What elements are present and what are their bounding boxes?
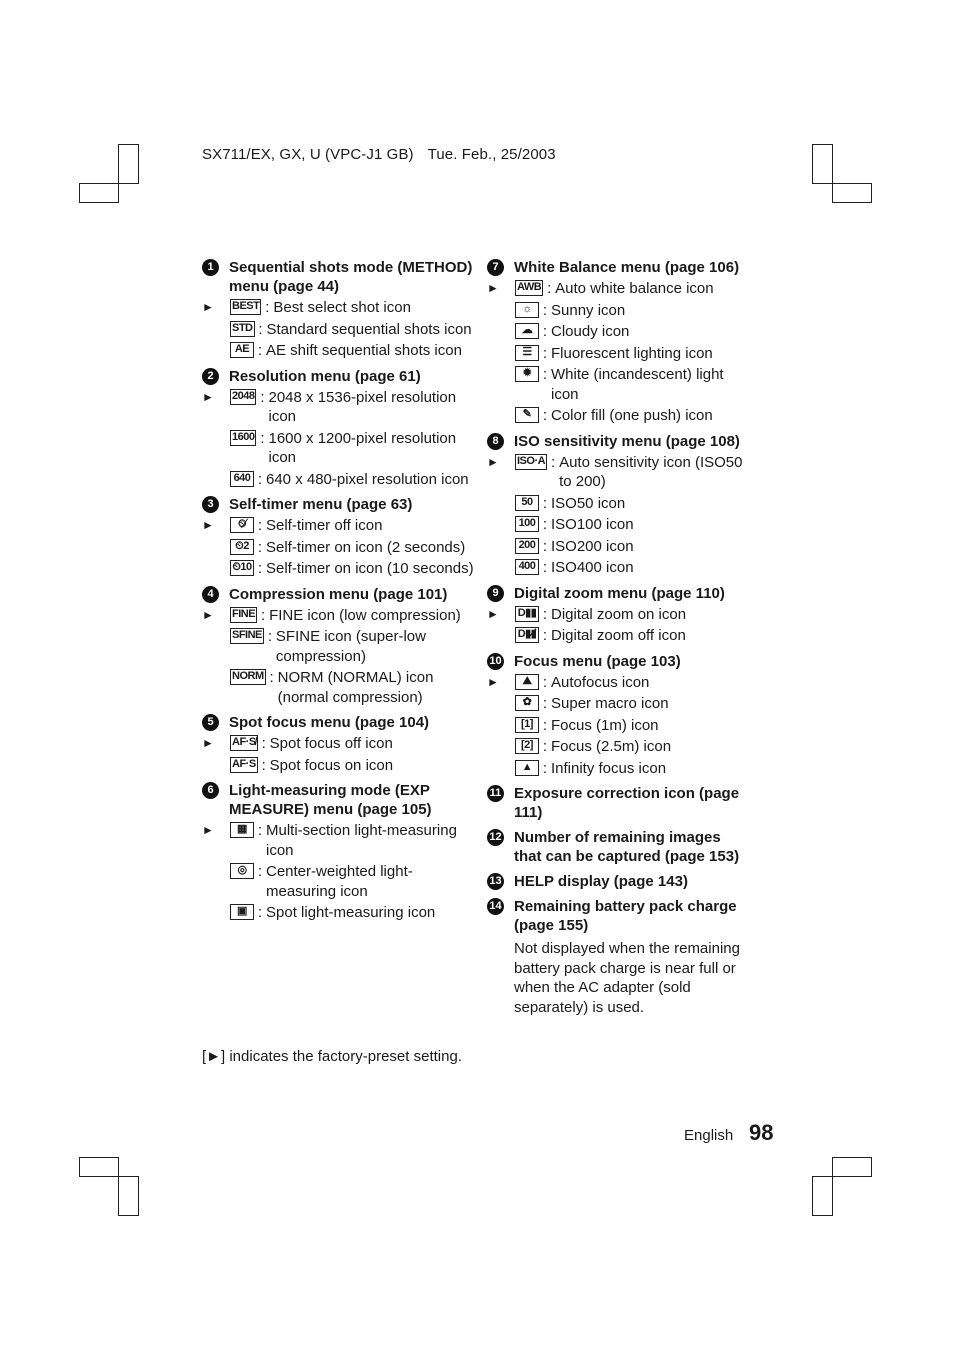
section-number-icon: 1 [202,259,219,276]
crop-mark [812,1176,833,1216]
setting-icon: [2] [515,738,539,754]
setting-icon: ☁ [515,323,539,339]
list-item [487,759,749,779]
list-item [202,756,474,776]
setting-icon: ☼ [515,302,539,318]
preset-arrow-icon [487,716,515,736]
section-number-icon: 13 [487,873,504,890]
item-text: Center-weighted light-measuring icon [266,863,413,900]
setting-icon: 400 [515,559,539,575]
setting-icon: ⏲10 [230,560,254,576]
menu-section [487,826,749,866]
item-text: Spot focus on icon [269,756,394,774]
colon-separator: : [542,537,548,555]
colon-separator: : [261,756,266,774]
colon-separator: : [542,716,548,734]
menu-section [487,782,749,822]
menu-section [487,582,749,646]
item-text: Spot focus off icon [269,735,393,752]
section-number-icon: 3 [202,496,219,513]
setting-icon: ✿ [515,695,539,711]
setting-icon: STD [230,321,255,337]
preset-arrow-icon [487,365,515,404]
section-title-text: Compression menu (page 101) [229,585,448,603]
preset-arrow-icon [487,626,515,646]
section-title [487,650,749,671]
preset-arrow-icon [487,515,515,535]
colon-separator: : [261,735,266,752]
list-item [487,673,749,693]
section-number-icon: 6 [202,782,219,799]
menu-section [202,493,474,579]
item-text: ISO50 icon [551,494,626,512]
colon-separator: : [257,342,263,359]
setting-icon: FINE [230,607,257,623]
preset-arrow-icon [487,558,515,578]
colon-separator: : [542,366,548,383]
section-title [487,895,749,935]
setting-icon: ✹ [515,366,539,382]
section-title [202,711,474,732]
page-header [202,146,556,163]
preset-arrow-icon [487,406,515,426]
item-text: Best select shot icon [273,299,411,316]
setting-icon: ⏲̸ [230,517,254,533]
section-title [487,256,749,277]
setting-icon: ⏲2 [230,539,254,555]
setting-icon: 1600 [230,430,256,446]
colon-separator: : [542,516,548,533]
list-item [202,559,474,579]
setting-icon: D▮▮̸ [515,627,539,643]
section-title [202,365,474,386]
colon-separator: : [542,605,548,623]
section-title [487,826,749,866]
right-column [487,256,749,1021]
item-text: Spot light-measuring icon [266,904,436,921]
list-item [202,734,474,754]
preset-arrow-icon: ► [202,300,214,314]
colon-separator: : [267,628,272,645]
preset-arrow-icon: ► [487,606,499,621]
section-title [487,582,749,603]
list-item [487,365,749,404]
colon-separator: : [269,669,274,686]
item-text: Self-timer on icon (10 seconds) [266,560,474,577]
setting-icon: 640 [230,471,254,487]
section-number-icon: 10 [487,653,504,670]
colon-separator: : [542,407,548,424]
colon-separator: : [542,323,548,340]
setting-icon: ◎ [230,863,254,879]
header-date: Tue. Feb., 25/2003 [427,146,556,163]
colon-separator: : [550,453,556,471]
setting-icon: [1] [515,717,539,733]
colon-separator: : [542,344,548,362]
list-item [487,301,749,321]
header-model: SX711/EX, GX, U (VPC-J1 GB) [202,146,414,163]
preset-arrow-icon [202,320,230,340]
setting-icon: D▮▮ [515,606,539,622]
list-item [487,494,749,514]
setting-icon: AF·S [230,757,258,773]
preset-arrow-icon [202,903,230,923]
section-title-text: Sequential shots mode (METHOD) menu (page 44) [229,259,473,295]
list-item [487,515,749,535]
list-item [487,537,749,557]
colon-separator: : [542,559,548,576]
item-text: 1600 x 1200-pixel resolution icon [268,429,457,466]
section-title-text: Focus menu (page 103) [514,652,681,670]
item-text: Multi-section light-measuring icon [266,822,457,859]
item-text: ISO200 icon [551,537,634,555]
item-text: AE shift sequential shots icon [266,342,462,359]
preset-arrow-icon [487,322,515,342]
crop-mark [118,144,139,184]
section-title-text: Light-measuring mode (EXP MEASURE) menu (page 105) [229,782,432,818]
colon-separator: : [265,299,270,316]
crop-mark [812,144,833,184]
item-text: 640 x 480-pixel resolution icon [266,470,469,488]
item-text: Standard sequential shots icon [266,320,472,338]
colon-separator: : [260,606,266,624]
setting-icon: AF·S̸ [230,735,258,751]
crop-mark [832,183,872,203]
list-item [202,627,474,666]
section-title-text: Resolution menu (page 61) [229,367,421,385]
setting-icon: ▲ [515,760,539,776]
colon-separator: : [258,320,263,338]
preset-arrow-icon [202,862,230,901]
item-text: 2048 x 1536-pixel resolution icon [268,388,457,425]
item-text: Auto white balance icon [555,280,714,297]
colon-separator: : [257,822,263,839]
item-text: ISO100 icon [551,516,634,533]
section-title-text: HELP display (page 143) [514,873,688,890]
section-title-text: ISO sensitivity menu (page 108) [514,432,740,450]
item-text: Sunny icon [551,301,626,319]
list-item [202,470,474,490]
section-title-text: White Balance menu (page 106) [514,259,740,276]
menu-section [202,365,474,490]
preset-arrow-icon: ► [202,736,214,750]
section-title [487,430,749,451]
item-text: Self-timer on icon (2 seconds) [266,538,466,556]
section-number-icon: 5 [202,714,219,731]
item-text: Focus (1m) icon [551,716,659,734]
section-number-icon: 12 [487,829,504,846]
list-item [202,516,474,536]
preset-arrow-icon: ► [202,389,214,404]
preset-arrow-icon [202,559,230,579]
colon-separator: : [257,863,263,880]
section-paragraph: Not displayed when the remaining battery pack charge is near full or when the AC adapter (sold separately) is used. [514,940,740,1016]
list-item [487,344,749,364]
list-item [487,406,749,426]
preset-arrow-icon: ► [202,607,214,622]
list-item [202,298,474,318]
section-number-icon: 7 [487,259,504,276]
section-number-icon: 8 [487,433,504,450]
setting-icon: ▦ [230,822,254,838]
preset-arrow-icon [487,301,515,321]
item-text: Color fill (one push) icon [551,407,713,424]
item-text: FINE icon (low compression) [269,606,461,624]
section-number-icon: 2 [202,368,219,385]
item-text: Super macro icon [551,695,669,712]
menu-section [202,711,474,775]
preset-arrow-icon [487,694,515,714]
colon-separator: : [260,388,265,406]
preset-arrow-icon [202,341,230,361]
setting-icon: 200 [515,538,539,554]
preset-arrow-icon [202,627,230,666]
list-item [487,737,749,757]
colon-separator: : [547,280,552,297]
setting-icon: 100 [515,516,539,532]
section-title [487,870,749,891]
list-item [202,903,474,923]
preset-arrow-icon [202,429,230,468]
setting-icon: 50 [515,495,539,511]
list-item [202,388,474,427]
preset-arrow-icon [487,759,515,779]
menu-section [202,256,474,361]
colon-separator: : [260,429,265,447]
section-number-icon: 9 [487,585,504,602]
list-item [487,694,749,714]
section-title-text: Exposure correction icon (page 111) [514,785,740,821]
section-number-icon: 11 [487,785,504,802]
crop-mark [118,1176,139,1216]
item-text: Cloudy icon [551,323,630,340]
setting-icon: NORM [230,669,266,685]
setting-icon: AWB [515,280,543,296]
crop-mark [79,183,119,203]
preset-arrow-icon [487,737,515,757]
setting-icon: AE [230,342,254,358]
list-item [487,605,749,625]
item-text: SFINE icon (super-low compression) [275,628,426,665]
section-title-text: Self-timer menu (page 63) [229,496,413,513]
list-item [202,320,474,340]
menu-section [202,779,474,923]
section-title [202,779,474,819]
left-column [202,256,474,927]
preset-arrow-icon: ► [202,823,214,837]
section-title-text: Digital zoom menu (page 110) [514,584,725,602]
list-item [487,558,749,578]
setting-icon: ☰ [515,345,539,361]
section-title-text: Remaining battery pack charge (page 155) [514,898,737,934]
colon-separator: : [542,738,548,755]
list-item [202,606,474,626]
preset-arrow-icon [202,756,230,776]
setting-icon: ISO·A [515,454,547,470]
menu-section [487,895,749,1017]
list-item [202,668,474,707]
item-text: White (incandescent) light icon [551,366,724,403]
list-item [487,716,749,736]
setting-icon: SFINE [230,628,264,644]
colon-separator: : [542,494,548,512]
list-item [202,862,474,901]
preset-arrow-icon [487,494,515,514]
colon-separator: : [542,695,548,712]
menu-section [487,650,749,779]
section-title [487,782,749,822]
item-text: Fluorescent lighting icon [551,344,713,362]
item-text: Digital zoom on icon [551,605,687,623]
item-text: Self-timer off icon [266,517,383,534]
colon-separator: : [542,301,548,319]
list-item [487,453,749,492]
setting-icon: ▣ [230,904,254,920]
preset-arrow-icon [487,344,515,364]
preset-arrow-icon: ► [487,454,499,469]
colon-separator: : [257,538,263,556]
preset-arrow-icon: ► [487,674,499,689]
item-text: Infinity focus icon [551,759,667,777]
colon-separator: : [257,904,263,921]
item-text: Autofocus icon [551,673,650,691]
item-text: Focus (2.5m) icon [551,738,672,755]
footer-language: English [684,1127,734,1144]
setting-icon: ✎ [515,407,539,423]
list-item [487,322,749,342]
section-number-icon: 14 [487,898,504,915]
section-title [202,583,474,604]
menu-section [487,870,749,891]
item-text: Auto sensitivity icon (ISO50 to 200) [559,453,743,490]
list-item [202,429,474,468]
preset-arrow-icon [202,470,230,490]
colon-separator: : [257,560,263,577]
colon-separator: : [542,627,548,644]
section-title [202,493,474,514]
crop-mark [832,1157,872,1177]
list-item [202,821,474,860]
colon-separator: : [257,470,263,488]
list-item [487,279,749,299]
colon-separator: : [542,759,548,777]
section-title-text: Spot focus menu (page 104) [229,714,430,731]
item-text: ISO400 icon [551,559,634,576]
factory-preset-note: [►] indicates the factory-preset setting. [202,1048,462,1065]
setting-icon: ⛰ [515,674,539,690]
colon-separator: : [257,517,263,534]
section-number-icon: 4 [202,586,219,603]
setting-icon: 2048 [230,389,256,405]
preset-arrow-icon [202,538,230,558]
item-text: NORM (NORMAL) icon (normal compression) [277,669,434,706]
list-item [487,626,749,646]
page-number: 98 [749,1120,774,1145]
colon-separator: : [542,673,548,691]
menu-section [487,256,749,426]
menu-section [487,430,749,578]
setting-icon: BEST [230,299,261,315]
preset-arrow-icon: ► [202,518,214,532]
list-item [202,538,474,558]
section-title-text: Number of remaining images that can be captured (page 153) [514,829,740,865]
crop-mark [79,1157,119,1177]
list-item [202,341,474,361]
preset-arrow-icon: ► [487,281,499,295]
item-text: Digital zoom off icon [551,627,686,644]
section-title [202,256,474,296]
preset-arrow-icon [487,537,515,557]
preset-arrow-icon [202,668,230,707]
menu-section [202,583,474,708]
